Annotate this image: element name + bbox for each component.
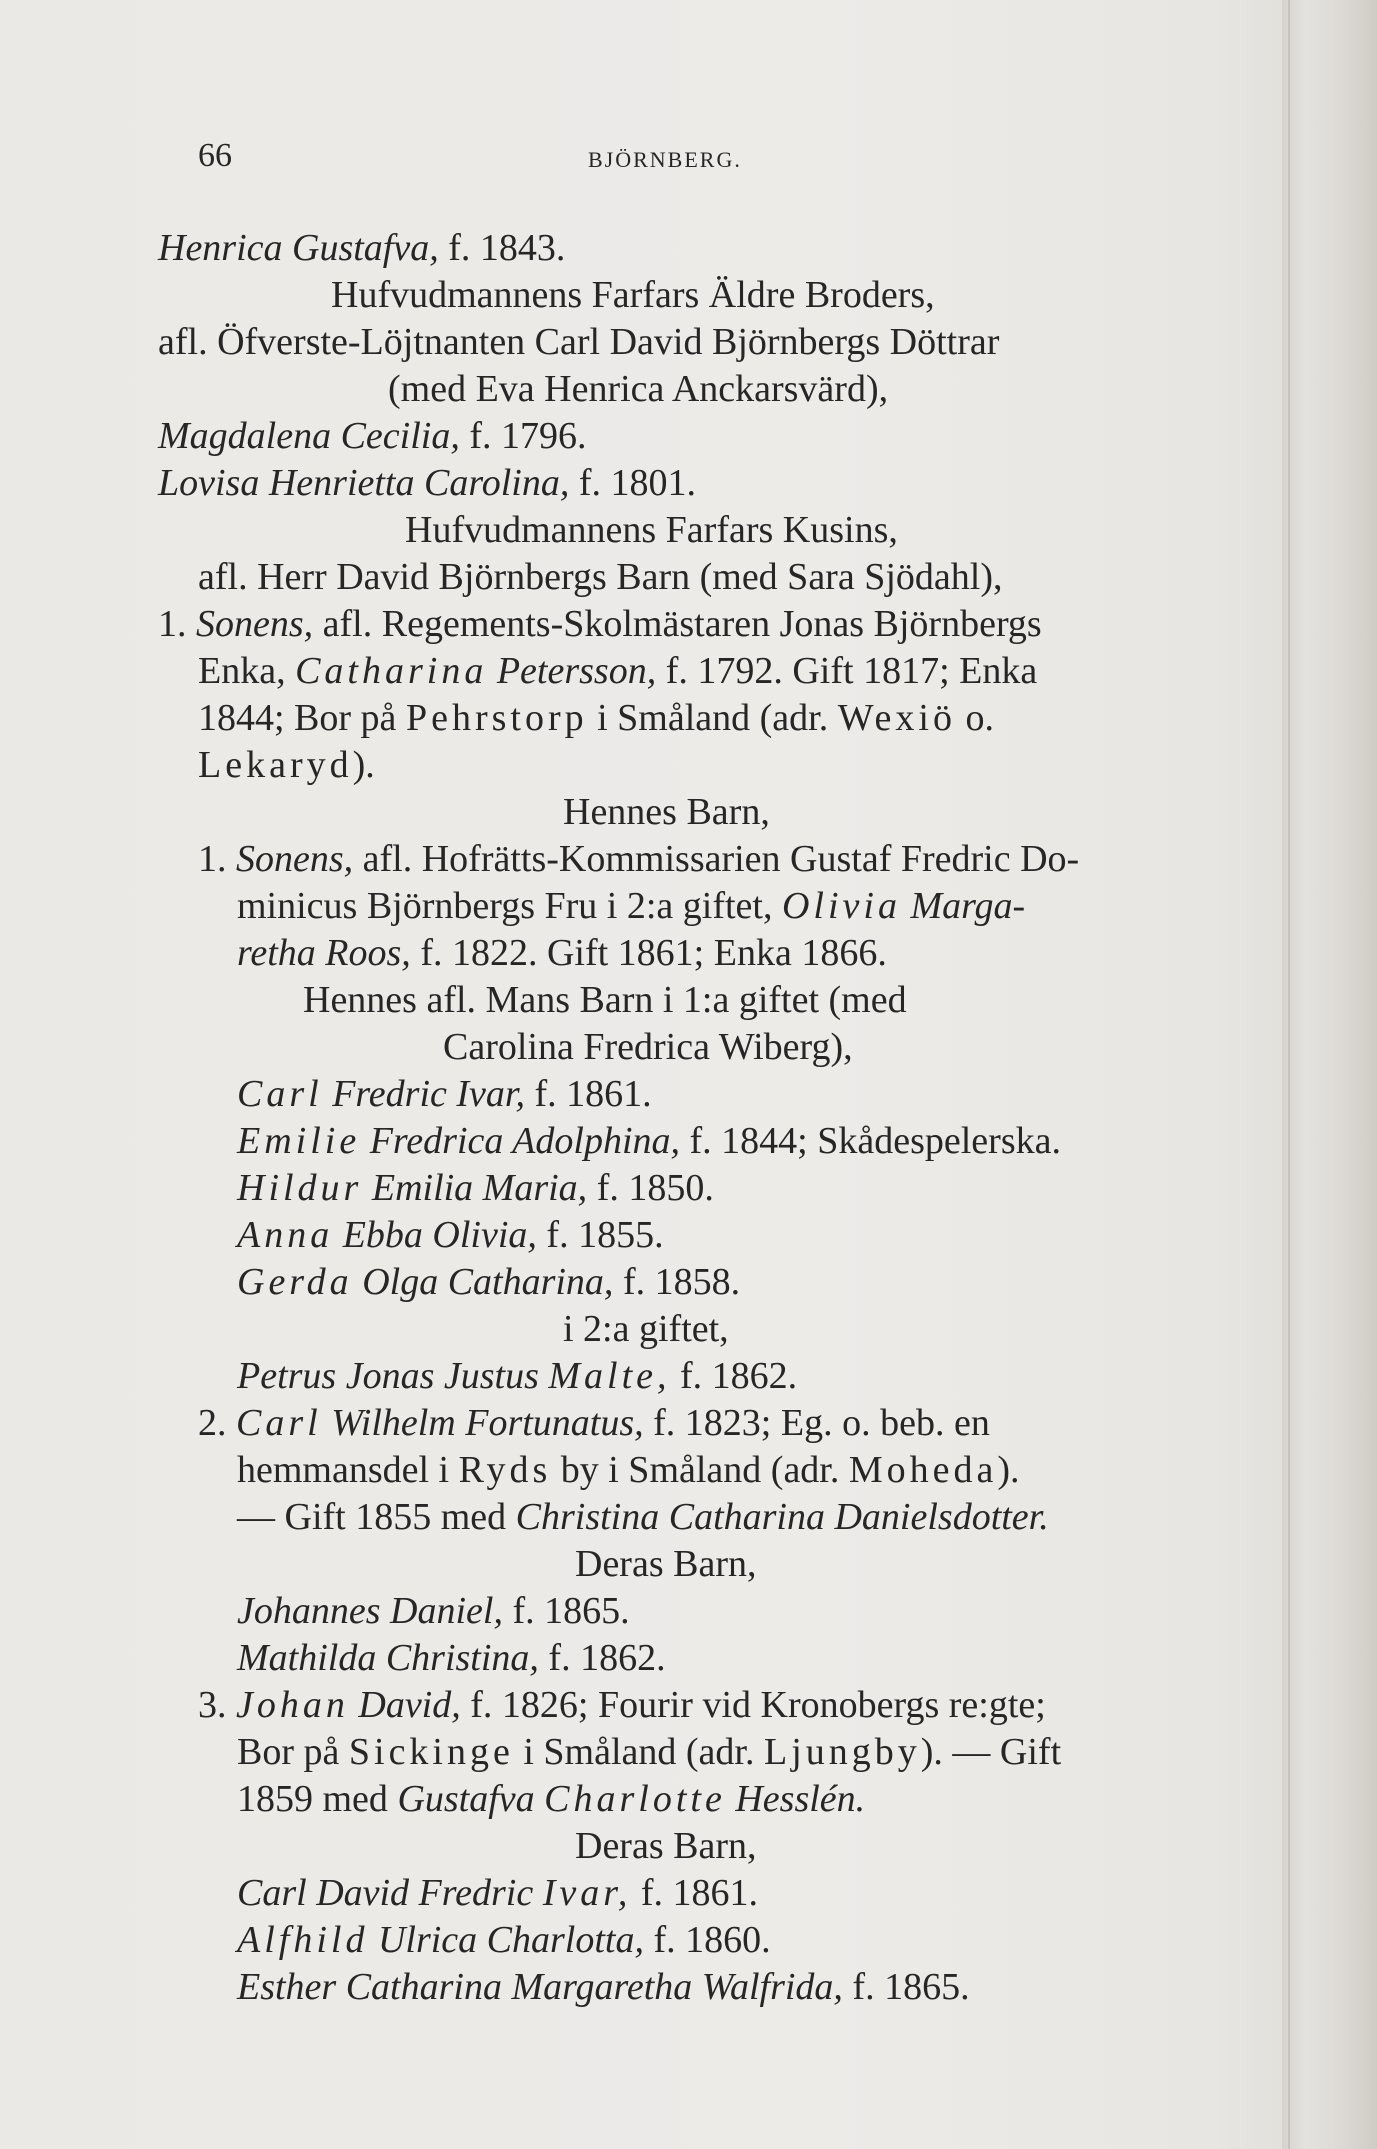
text-line: Deras Barn, [575, 1825, 757, 1867]
text-line: Henrica Gustafva, f. 1843. [158, 227, 566, 269]
text-line: Gerda Olga Catharina, f. 1858. [237, 1261, 741, 1303]
text-line: (med Eva Henrica Anckarsvärd), [388, 368, 889, 410]
text-line: Hennes afl. Mans Barn i 1:a giftet (med [303, 979, 907, 1021]
running-head: BJÖRNBERG. [588, 147, 742, 172]
text-line: Carl David Fredric Ivar, f. 1861. [237, 1872, 758, 1914]
text-line: Petrus Jonas Justus Malte, f. 1862. [237, 1355, 798, 1397]
text-line: Mathilda Christina, f. 1862. [237, 1637, 666, 1679]
text-line: i 2:a giftet, [563, 1308, 729, 1350]
text-line: Hennes Barn, [563, 791, 770, 833]
text-line: Anna Ebba Olivia, f. 1855. [237, 1214, 664, 1256]
text-line: — Gift 1855 med Christina Catharina Danielsdotter. [237, 1496, 1049, 1538]
text-line: 1. Sonens, afl. Hofrätts-Kommissarien Gustaf Fredric Do- [198, 838, 1080, 880]
text-line: Alfhild Ulrica Charlotta, f. 1860. [237, 1919, 771, 1961]
text-line: afl. Herr David Björnbergs Barn (med Sara Sjödahl), [198, 556, 1003, 598]
text-line: hemmansdel i Ryds by i Småland (adr. Moheda). [237, 1449, 1020, 1491]
page-number: 66 [198, 137, 232, 174]
text-line: Bor på Sickinge i Småland (adr. Ljungby). — Gift [237, 1731, 1062, 1773]
text-line: Emilie Fredrica Adolphina, f. 1844; Skådespelerska. [237, 1120, 1061, 1162]
page-gutter [1282, 0, 1377, 2149]
gutter-edge [1288, 0, 1290, 2149]
text-line: retha Roos, f. 1822. Gift 1861; Enka 1866. [237, 932, 887, 974]
text-line: afl. Öfverste-Löjtnanten Carl David Björnbergs Döttrar [158, 321, 1000, 363]
text-line: 1. Sonens, afl. Regements-Skolmästaren Jonas Björnbergs [158, 603, 1042, 645]
text-line: minicus Björnbergs Fru i 2:a giftet, Olivia Marga- [237, 885, 1026, 927]
text-line: Esther Catharina Margaretha Walfrida, f. 1865. [237, 1966, 970, 2008]
text-line: Lovisa Henrietta Carolina, f. 1801. [158, 462, 696, 504]
text-line: 3. Johan David, f. 1826; Fourir vid Kronobergs re:gte; [198, 1684, 1046, 1726]
text-line: Magdalena Cecilia, f. 1796. [158, 415, 587, 457]
text-line: Carl Fredric Ivar, f. 1861. [237, 1073, 652, 1115]
text-line: Lekaryd). [198, 744, 375, 786]
text-line: Hildur Emilia Maria, f. 1850. [237, 1167, 714, 1209]
page-header [0, 137, 1282, 177]
text-line: Hufvudmannens Farfars Kusins, [405, 509, 898, 551]
text-line: Carolina Fredrica Wiberg), [443, 1026, 853, 1068]
text-line: 2. Carl Wilhelm Fortunatus, f. 1823; Eg. o. beb. en [198, 1402, 990, 1444]
text-line: 1859 med Gustafva Charlotte Hesslén. [237, 1778, 866, 1820]
text-line: Deras Barn, [575, 1543, 757, 1585]
text-line: 1844; Bor på Pehrstorp i Småland (adr. Wexiö o. [198, 697, 994, 739]
text-line: Enka, Catharina Petersson, f. 1792. Gift 1817; Enka [198, 650, 1038, 692]
text-line: Hufvudmannens Farfars Äldre Broders, [331, 274, 935, 316]
text-line: Johannes Daniel, f. 1865. [237, 1590, 630, 1632]
